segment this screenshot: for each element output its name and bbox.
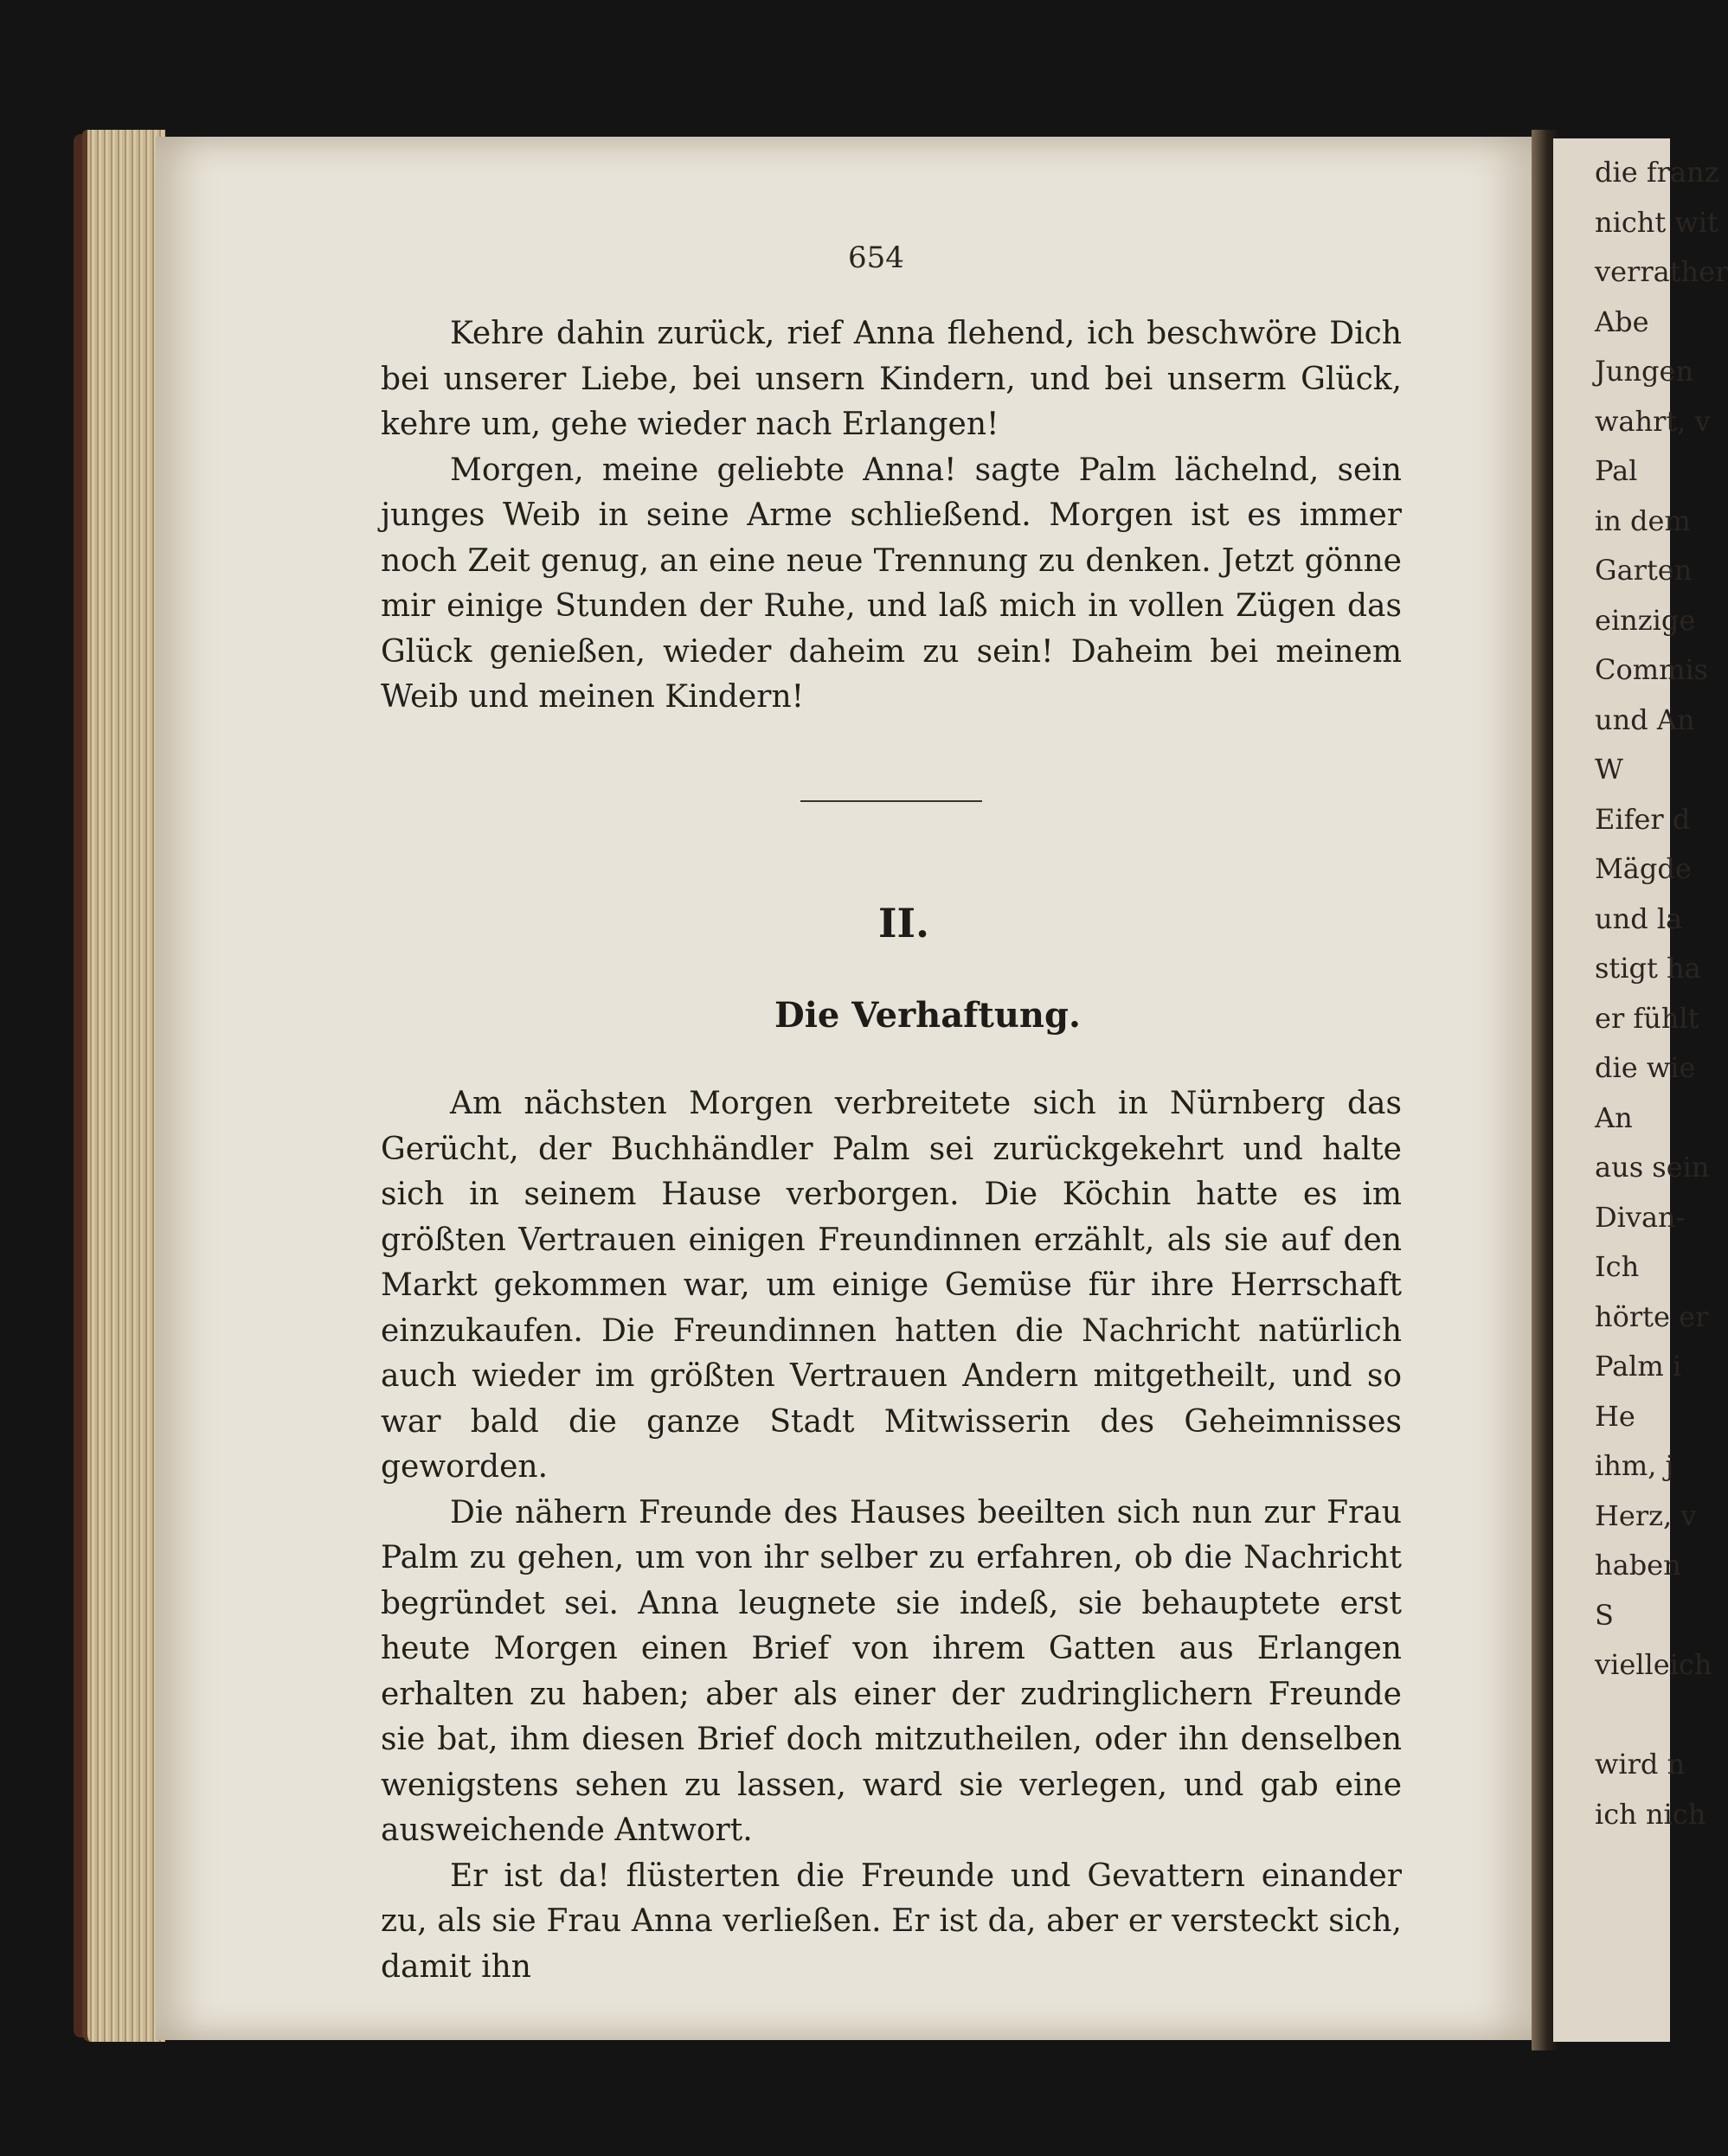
right-page-line-fragment: Pal <box>1595 454 1638 487</box>
right-page-line-fragment: hörte er <box>1595 1299 1709 1333</box>
right-page-line-fragment: wird n <box>1595 1748 1686 1781</box>
right-page-line-fragment: ich nich <box>1595 1797 1706 1831</box>
right-page-line-fragment: Herz, v <box>1595 1498 1697 1532</box>
paragraph: Die nähern Freunde des Hauses beeilten sich nun zur Frau Palm zu gehen, um von ihr selber zu erfahren, ob die Nachricht begründet sei. Anna leugnete sie indeß, sie behauptete erst heute Morgen einen Brief von ihrem Gatten aus Erlangen erhalten zu haben; aber als einer der zudringlichern Freunde sie bat, ihm diesen Brief doch mitzutheilen, oder ihn denselben wenigstens sehen zu lassen, ward sie verlegen, und gab eine ausweichende Antwort. <box>381 1494 1402 1848</box>
right-page-line-fragment: haben <box>1595 1549 1681 1582</box>
right-page-line-fragment: An <box>1595 1100 1633 1134</box>
right-page <box>1553 138 1728 2042</box>
right-page-line-fragment: einzige <box>1595 603 1696 637</box>
right-page-line-fragment: Mägde <box>1595 852 1692 885</box>
right-page-line-fragment: nicht wit <box>1595 205 1718 239</box>
right-page-line-fragment: Jungen <box>1595 355 1694 388</box>
paragraph: Morgen, meine geliebte Anna! sagte Palm lächelnd, sein junges Weib in seine Arme schließend. Morgen ist es immer noch Zeit genug, an eine neue Trennung zu denken. Jetzt gönne mir einige Stunden der Ruhe, und laß mich in vollen Zügen das Glück genießen, wieder daheim zu sein! Daheim bei meinem Weib und meinen Kindern! <box>381 452 1402 715</box>
right-page-line-fragment: Palm i <box>1595 1350 1682 1383</box>
right-page-line-fragment: Abe <box>1595 305 1649 338</box>
right-page-line-fragment: S <box>1595 1598 1614 1632</box>
page-stack-edge <box>82 130 165 2042</box>
chapter-number: II. <box>878 900 930 946</box>
right-page-line-fragment: He <box>1595 1399 1635 1433</box>
right-page-line-fragment: wahrt, v <box>1595 404 1711 438</box>
right-page-line-fragment: aus sein <box>1595 1151 1710 1184</box>
right-page-line-fragment: Divan- <box>1595 1200 1686 1234</box>
paragraph: Er ist da! flüsterten die Freunde und Gevattern einander zu, als sie Frau Anna verließen. Er ist da, aber er versteckt sich, damit ihn <box>381 1858 1402 1985</box>
right-page-line-fragment: W <box>1595 753 1623 786</box>
right-page-line-fragment: die wie <box>1595 1051 1696 1084</box>
text-block-bottom <box>381 1081 1402 1990</box>
right-page-line-fragment: Garten <box>1595 554 1693 587</box>
chapter-title: Die Verhaftung. <box>774 995 1081 1036</box>
right-page-line-fragment: er fühlt <box>1595 1001 1699 1035</box>
paragraph: Kehre dahin zurück, rief Anna flehend, ich beschwöre Dich bei unserer Liebe, bei unsern Kindern, und bei unserm Glück, kehre um, gehe wieder nach Erlangen! <box>381 316 1402 442</box>
section-divider <box>800 800 982 802</box>
right-page-line-fragment: in dem <box>1595 504 1691 537</box>
right-page-line-fragment: die franz <box>1595 156 1719 189</box>
right-page-line-fragment: Ich <box>1595 1250 1640 1283</box>
right-page-line-fragment: Commis <box>1595 653 1709 686</box>
text-block-top <box>381 311 1402 721</box>
right-page-line-fragment: und An <box>1595 703 1695 736</box>
right-page-line-fragment: Eifer d <box>1595 802 1691 836</box>
right-page-line-fragment: verrather <box>1595 255 1728 288</box>
right-page-line-fragment: stigt ha <box>1595 952 1701 985</box>
page-number: 654 <box>848 241 904 275</box>
right-page-line-fragment: vielleich <box>1595 1648 1712 1681</box>
right-page-line-fragment: ihm, j <box>1595 1449 1674 1482</box>
right-page-line-fragment: und la <box>1595 902 1683 935</box>
paragraph: Am nächsten Morgen verbreitete sich in Nürnberg das Gerücht, der Buchhändler Palm sei zurückgekehrt und halte sich in seinem Hause verborgen. Die Köchin hatte es im größten Vertrauen einigen Freundinnen erzählt, als sie auf den Markt gekommen war, um einige Gemüse für ihre Herrschaft einzukaufen. Die Freundinnen hatten die Nachricht natürlich auch wieder im größten Vertrauen Andern mitgetheilt, und so war bald die ganze Stadt Mitwisserin des Geheimnisses geworden. <box>381 1086 1402 1485</box>
